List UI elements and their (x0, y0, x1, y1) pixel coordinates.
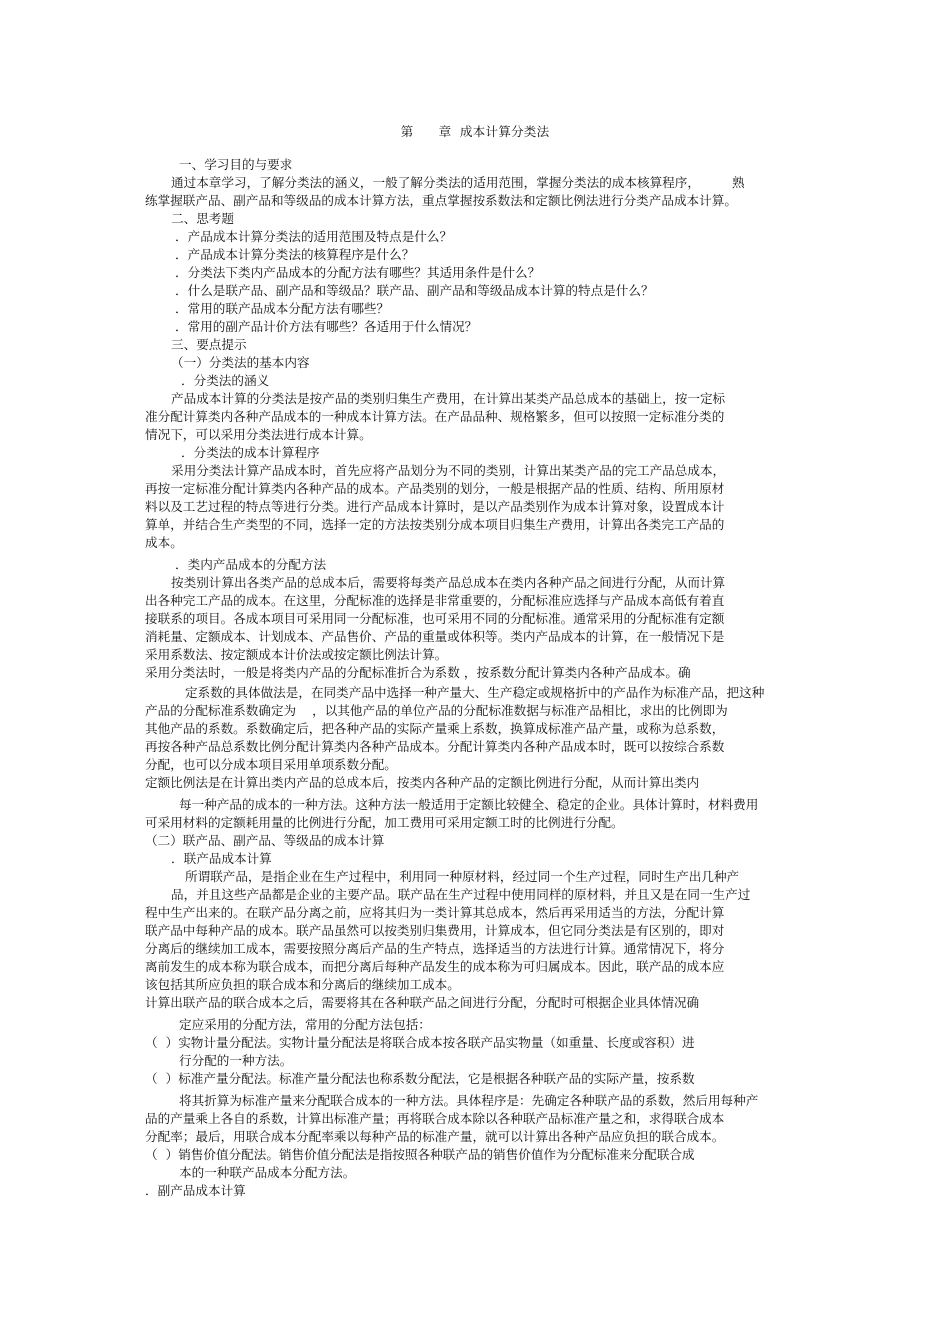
paragraph-line: 准分配计算类内各种产品成本的一种成本计算方法。在产品品种、规格繁多，但可以按照一定标准分类的 (145, 409, 725, 424)
paragraph-line: 离前发生的成本称为联合成本，而把分离后每种产品发生的成本称为可归属成本。因此，联产品的成本应 (145, 959, 725, 974)
question-item: ．产品成本计算分类法的核算程序是什么？ (175, 247, 415, 262)
paragraph-line: 每一种产品的成本的一种方法。这种方法一般适用于定额比较健全、稳定的企业。具体计算时，材料费用 (179, 797, 759, 812)
paragraph-line: 接联系的项目。各成本项目可采用同一分配标准，也可采用不同的分配标准。通常采用的分配标准有定额 (145, 611, 725, 626)
paragraph-line: 品的产量乘上各自的系数，计算出标准产量；再将联合成本除以各种联产品标准产量之和，求得联合成本 (145, 1111, 725, 1126)
paragraph-line: 采用系数法、按定额成本计价法或按定额比例法计算。 (145, 647, 448, 662)
question-item: ．常用的副产品计价方法有哪些？各适用于什么情况？ (175, 319, 478, 334)
paragraph-line: 产品的分配标准系数确定为 ，以其他产品的单位产品的分配标准数据与标准产品相比，求出的比例即为 (145, 703, 728, 718)
topic-heading: ．分类法的成本计算程序 (181, 445, 320, 460)
question-item: ．什么是联产品、副产品和等级品？联产品、副产品和等级品成本计算的特点是什么？ (175, 283, 654, 298)
topic-heading: ．分类法的涵义 (181, 373, 270, 388)
section-heading-questions: 二、思考题 (171, 211, 234, 226)
paragraph-line: （ ）实物计量分配法。实物计量分配法是将联合成本按各联产品实物量（如重量、长度或容积）进 (145, 1035, 695, 1050)
paragraph-line: 练掌握联产品、副产品和等级品的成本计算方法，重点掌握按系数法和定额比例法进行分类产品成本计算。 (145, 193, 737, 208)
paragraph-line: 品，并且这些产品都是企业的主要产品。联产品在生产过程中使用同样的原材料，并且又是在同一生产过 (171, 887, 751, 902)
paragraph-line: 定系数的具体做法是，在同类产品中选择一种产量大、生产稳定或规格折中的产品作为标准产品，把这种 (185, 685, 765, 700)
paragraph-line: 定应采用的分配方法，常用的分配方法包括： (179, 1017, 431, 1032)
paragraph-line: 采用分类法计算产品成本时，首先应将产品划分为不同的类别，计算出某类产品的完工产品总成本， (171, 463, 726, 478)
subsection-heading: （一）分类法的基本内容 (171, 355, 310, 370)
paragraph-line: 其他产品的系数。系数确定后，把各种产品的实际产量乘上系数，换算成标准产品产量，或称为总系数， (145, 721, 725, 736)
paragraph-line: 该包括其所应负担的联合成本和分离后的继续加工成本。 (145, 977, 460, 992)
paragraph-line: 情况下，可以采用分类法进行成本计算。 (145, 427, 372, 442)
question-item: ．产品成本计算分类法的适用范围及特点是什么？ (175, 229, 453, 244)
question-item: ．分类法下类内产品成本的分配方法有哪些？其适用条件是什么？ (175, 265, 541, 280)
paragraph-line: 再按一定标准分配计算类内各种产品的成本。产品类别的划分，一般是根据产品的性质、结构、所用原材 (145, 481, 725, 496)
paragraph-line: 消耗量、定额成本、计划成本、产品售价、产品的重量或体积等。类内产品成本的计算，在一般情况下是 (145, 629, 725, 644)
paragraph-line: （ ）销售价值分配法。销售价值分配法是指按照各种联产品的销售价值作为分配标准来分配联合成 (145, 1147, 695, 1162)
section-heading-objectives: 一、学习目的与要求 (179, 157, 293, 172)
method-item: 将其折算为标准产量来分配联合成本的一种方法。具体程序是：先确定各种联产品的系数，然后用每种产 (179, 1093, 759, 1108)
question-item: ．常用的联产品成本分配方法有哪些？ (175, 301, 390, 316)
paragraph-line: （ ）标准产量分配法。标准产量分配法也称系数分配法，它是根据各种联产品的实际产量，按系数 (145, 1071, 695, 1086)
paragraph-line: 按类别计算出各类产品的总成本后，需要将每类产品总成本在类内各种产品之间进行分配，从而计算 (171, 575, 726, 590)
paragraph-line: 采用分类法时，一般是将类内产品的分配标准折合为系数 ，按系数分配计算类内各种产品成本。确 (145, 665, 691, 680)
paragraph-line: 可采用材料的定额耗用量的比例进行分配，加工费用可采用定额工时的比例进行分配。 (145, 815, 624, 830)
subsection-heading: ．联产品成本计算 (171, 851, 272, 866)
topic-heading: 所谓联产品，是指企业在生产过程中，利用同一种原材料，经过同一个生产过程，同时生产出几种产 (185, 869, 740, 884)
paragraph-line: 料以及工艺过程的特点等进行分类。进行产品成本计算时，是以产品类别作为成本计算对象，设置成本计 (145, 499, 725, 514)
topic-heading: ．类内产品成本的分配方法 (175, 557, 327, 572)
paragraph-line: （二）联产品、副产品、等级品的成本计算 (145, 833, 385, 848)
paragraph-line: 成本。 (145, 535, 183, 550)
paragraph-line: 算单，并结合生产类型的不同，选择一定的方法按类别分成本项目归集生产费用，计算出各类完工产品的 (145, 517, 725, 532)
paragraph-line: 联产品中每种产品的成本。联产品虽然可以按类别归集费用，计算成本，但它同分类法是有区别的，即对 (145, 923, 725, 938)
paragraph-line: 出各种完工产品的成本。在这里，分配标准的选择是非常重要的，分配标准应选择与产品成本高低有着直 (145, 593, 725, 608)
paragraph-line: 定额比例法是在计算出类内产品的总成本后，按类内各种产品的定额比例进行分配，从而计算出类内 (145, 775, 700, 790)
paragraph-line: 程中生产出来的。在联产品分离之前，应将其归为一类计算其总成本，然后再采用适当的方法，分配计算 (145, 905, 725, 920)
paragraph-line: 通过本章学习，了解分类法的涵义，一般了解分类法的适用范围，掌握分类法的成本核算程序， 熟 (171, 175, 745, 190)
paragraph-line: 计算出联产品的联合成本之后，需要将其在各种联产品之间进行分配，分配时可根据企业具体情况确 (145, 995, 700, 1010)
method-item: 本的一种联产品成本分配方法。 (179, 1165, 356, 1180)
section-heading-key-points: 三、要点提示 (171, 337, 247, 352)
paragraph-line: ．副产品成本计算 (145, 1183, 246, 1198)
paragraph-line: 分配率；最后，用联合成本分配率乘以每种产品的标准产量，就可以计算出各种产品应负担的联合成本。 (145, 1129, 725, 1144)
paragraph-line: 产品成本计算的分类法是按产品的类别归集生产费用，在计算出某类产品总成本的基础上，按一定标 (171, 391, 726, 406)
paragraph-line: 分配，也可以分成本项目采用单项系数分配。 (145, 757, 397, 772)
paragraph-line: 分离后的继续加工成本，需要按照分离后产品的生产特点，选择适当的方法进行计算。通常情况下，将分 (145, 941, 725, 956)
paragraph-line: 再按各种产品总系数比例分配计算类内各种产品成本。分配计算类内各种产品成本时，既可以按综合系数 (145, 739, 725, 754)
method-item: 行分配的一种方法。 (179, 1053, 293, 1068)
chapter-title: 第 章 成本计算分类法 (400, 124, 550, 139)
